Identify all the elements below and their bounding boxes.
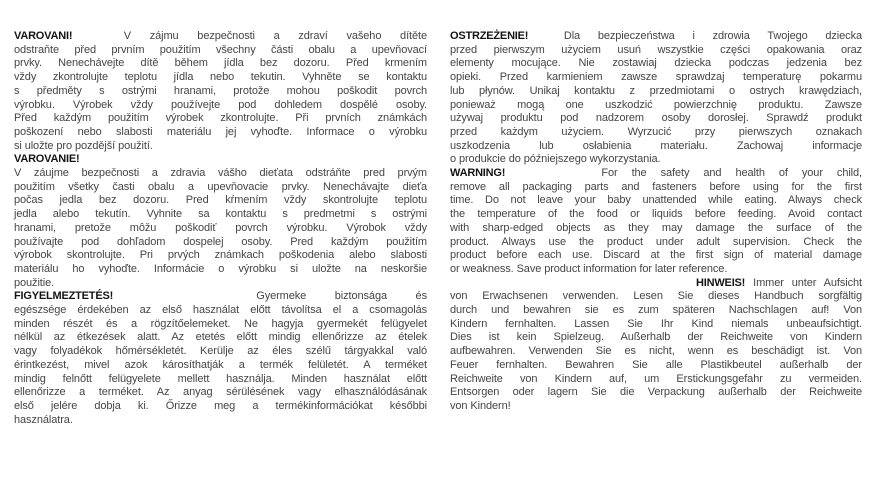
text-line: product before each use. Discard at the first sign of material damage — [450, 249, 862, 262]
text-line-last: or weakness. Save product information for later reference. — [450, 262, 728, 275]
heading-gap-spacer — [91, 38, 105, 39]
text-line: použitím všetky časti obalu a upevňovacie prvky. Nenechávajte dieťa — [14, 180, 427, 193]
text-line-first: WARNING! For the safety and health of your child, — [450, 167, 862, 180]
text-line: the temperature of the food or liquids before feeding. Avoid contact — [450, 208, 862, 221]
text-line: poškození nebo slabosti materiálu jej vyhoďte. Informace o výrobku — [14, 125, 427, 138]
text-line: opieki. Przed karmieniem zawsze sprawdzaj temperaturę pokarmu — [450, 71, 862, 84]
text-line: time. Do not leave your baby unattended while eating. Always check — [450, 194, 862, 207]
text-line: remove all packaging parts and fasteners before using for the first — [450, 180, 862, 193]
text-line: počas jedla bez dozoru. Pred kŕmením vždy skontrolujte teplotu — [14, 194, 427, 207]
text-line: durch und bewahren sie es zum späteren Nachschlagen auf! Von — [450, 304, 862, 317]
text-line: lub płynów. Unikaj kontaktu z przedmiotami o ostrych krawędziach, — [450, 84, 862, 97]
right-column — [450, 30, 862, 414]
text-line: aufbewahren. Verwenden Sie es nicht, wenn es beschädigt ist. Von — [450, 345, 862, 358]
text-line: Kindern fernhalten. Lassen Sie Ihr Kind niemals unbeaufsichtigt. — [450, 317, 862, 330]
text-line: Feuer fernhalten. Bewahren Sie alle Plastikbeutel außerhalb der — [450, 358, 862, 371]
text-line: product. Always use the product under adult supervision. Check the — [450, 235, 862, 248]
warning-heading — [14, 153, 427, 167]
text-line: používajte pod dohľadom dospelej osoby. Pred každým použitím — [14, 235, 427, 248]
text-line: przed pierwszym użyciem usuń wszystkie części opakowania oraz — [450, 43, 862, 56]
text-line: with sharp-edged objects as they may damage the surface of the — [450, 221, 862, 234]
text-line: nélkül az étkezések alatt. Az etetés előtt mindig ellenőrizze az ételek — [14, 331, 427, 344]
heading-gap-spacer — [519, 175, 587, 176]
text-line: prvky. Nenechávejte dítě během jídla bez dozoru. Před krmením — [14, 57, 427, 70]
warning-heading-text: HINWEIS! — [696, 276, 746, 289]
text-line-last: von Kindern! — [450, 399, 511, 412]
text-line: minden részét és a rögzítőelemeket. Ne hagyja gyermekét felügyelet — [14, 317, 427, 330]
heading-gap-spacer — [142, 298, 228, 299]
text-line: odstraňte před prvním použitím všechny části obalu a upevňovací — [14, 43, 427, 56]
warning-block-german — [450, 277, 862, 414]
text-line: Entsorgen oder lagern Sie die Verpackung außerhalb der Reichweite — [450, 386, 862, 399]
text-line: s předměty s ostrými hranami, protože mohou poškodit povrch — [14, 84, 427, 97]
text-line: vždy zkontrolujte teplotu jídla nebo tekutin. Vyhněte se kontaktu — [14, 71, 427, 84]
warning-heading-text: VAROVANIE! — [14, 153, 80, 166]
text-line: jedla alebo tekutín. Vyhnite sa kontaktu s predmetmi s ostrými — [14, 208, 427, 221]
text-line: výrobok skontrolujte. Pri prvých známkach poškodenia alebo slabosti — [14, 249, 427, 262]
text-line: első jelére dobja ki. Őrizze meg a termékinformációkat későbbi — [14, 399, 427, 412]
text-line-first: HINWEIS! Immer unter Aufsicht — [696, 276, 862, 289]
text-line: Před každým použitím výrobek zkontrolujte. Při prvních známkách — [14, 112, 427, 125]
text-line-first: VAROVANI! V zájmu bezpečnosti a zdraví vašeho dítěte — [14, 30, 427, 42]
warning-heading-text: OSTRZEŻENIE! — [450, 30, 529, 42]
text-line-last: o produkcie do późniejszego wykorzystania. — [450, 153, 661, 166]
warning-heading-text: VAROVANI! — [14, 30, 73, 42]
text-line: Dies ist kein Spielzeug. Außerhalb der Reichweite von Kindern — [450, 331, 862, 344]
left-column — [14, 30, 427, 427]
text-line-last: použitie. — [14, 276, 55, 289]
text-line: egészsége érdekében az első használat előtt távolítsa el a csomagolás — [14, 304, 427, 317]
text-line: ponieważ mogą one uszkodzić powierzchnię produktu. Zawsze — [450, 98, 862, 111]
text-line: materiálu ho vyhoďte. Informácie o výrobku si uložte na neskoršie — [14, 262, 427, 275]
warning-heading-text: WARNING! — [450, 167, 506, 180]
text-line: výrobku. Výrobek vždy používejte pod dohledem dospělé osoby. — [14, 98, 427, 111]
text-line-first: FIGYELMEZTETÉS! Gyermeke biztonsága és — [14, 290, 427, 303]
text-line-first: OSTRZEŻENIE! Dla bezpieczeństwa i zdrowia Twojego dziecka — [450, 30, 862, 42]
text-line: érintkezést, mivel azok károsíthatják a termék felületét. A terméket — [14, 358, 427, 371]
warning-block-english — [450, 167, 862, 277]
warning-block-czech — [14, 30, 427, 153]
warning-block-polish — [450, 30, 862, 167]
text-line: używaj produktu pod nadzorem osoby dorosłej. Sprawdź produkt — [450, 112, 862, 125]
text-line-last: használatra. — [14, 413, 73, 426]
text-line-last: si uložte pro pozdější použití. — [14, 139, 153, 152]
text-line: Reichweite von Kindern auf, um Erstickungsgefahr zu vermeiden. — [450, 372, 862, 385]
warning-heading-text: FIGYELMEZTETÉS! — [14, 290, 114, 303]
warning-block-hungarian — [14, 290, 427, 427]
warning-block-slovak — [14, 153, 427, 290]
text-line: elementy mocujące. Nie zostawiaj dziecka podczas jedzenia bez — [450, 57, 862, 70]
text-line: hranami, pretože môžu poškodiť povrch výrobku. Výrobok vždy — [14, 221, 427, 234]
text-line: V záujme bezpečnosti a zdravia vášho dieťata odstráňte pred prvým — [14, 167, 427, 180]
text-line: uszkodzenia lub osłabienia materiału. Zachowaj informacje — [450, 139, 862, 152]
text-line: von Erwachsenen verwenden. Lesen Sie dieses Handbuch sorgfältig — [450, 290, 862, 303]
text-line: przed każdym użyciem. Wyrzucić przy pierwszych oznakach — [450, 125, 862, 138]
text-line: ellenőrizze a terméket. Az anyag sérülésének vagy elhasználódásának — [14, 386, 427, 399]
text-line: vagy folyadékok hőmérsékletét. Kerülje az éles szélű tárgyakkal való — [14, 345, 427, 358]
text-line: mindig felnőtt felügyelete mellett használja. Minden használat előtt — [14, 372, 427, 385]
